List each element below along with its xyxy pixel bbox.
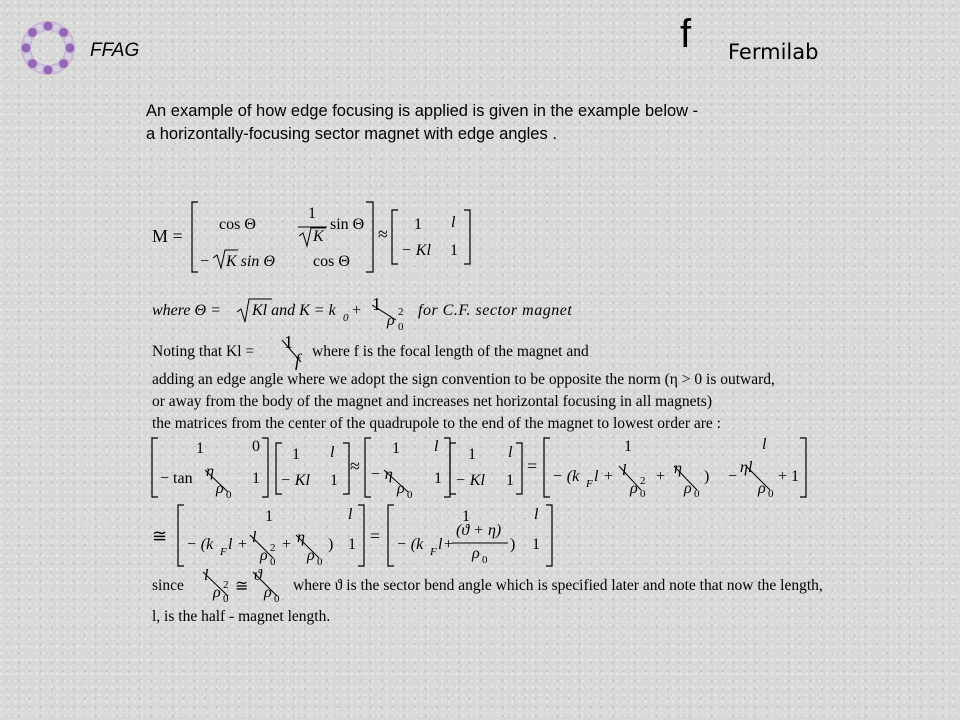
oraway-line: or away from the body of the magnet and increases net horizontal focusing in all magnets) — [152, 393, 712, 410]
m21-K-sin: K sin Θ — [226, 253, 275, 270]
res1-plus-1: + — [604, 468, 614, 485]
fermilab-symbol: f — [680, 12, 692, 56]
noting-one: 1 — [284, 332, 293, 352]
edge1-eta: η — [206, 463, 214, 480]
res1-rho-3: ρ — [758, 480, 766, 497]
res1-eta-l: ηl — [740, 459, 753, 476]
where-rho: ρ — [387, 312, 395, 329]
cong1-eta: η — [297, 529, 305, 546]
cong1-rho-sup: 2 — [270, 542, 276, 554]
since-vartheta: ϑ — [254, 567, 262, 584]
quad2-11: 1 — [468, 446, 476, 463]
intro-line-2: a horizontally-focusing sector magnet with edge angles . — [146, 125, 557, 143]
fermilab-label: Fermilab — [728, 40, 819, 64]
res1-l: l — [594, 468, 599, 485]
res1-plus-2: + — [656, 468, 666, 485]
noting-part-a: Noting that Kl = — [152, 343, 255, 360]
noting-part-b: where f is the focal length of the magnet and — [312, 343, 589, 360]
since-rho-sub: 0 — [223, 593, 229, 605]
cong1-close: ) — [328, 536, 334, 553]
res1-rho-sup: 2 — [640, 475, 646, 487]
cong2-F-sub: F — [430, 546, 437, 558]
res1-minus: − — [728, 468, 738, 485]
since-l: l — [204, 567, 209, 584]
approx-sign-2: ≈ — [350, 456, 360, 476]
where-one: 1 — [372, 294, 381, 314]
quad2-22: 1 — [506, 472, 514, 489]
res1-close: ) — [704, 468, 710, 485]
t11-one: 1 — [414, 216, 422, 233]
edge2-rho-sub: 0 — [407, 489, 413, 501]
cong1-rho-sub: 0 — [270, 556, 276, 568]
equals-sign-2: = — [370, 526, 381, 546]
quad1-11: 1 — [292, 446, 300, 463]
res1-F-sub: F — [586, 478, 593, 490]
where-rho-sub: 0 — [398, 321, 404, 333]
noting-f: f — [295, 350, 301, 370]
where-plus: + — [352, 302, 362, 319]
since-word: since — [152, 577, 184, 594]
where-part-b: Kl and K = k — [252, 302, 336, 319]
m21-minus: − — [200, 253, 210, 270]
m12-sin: sin Θ — [330, 216, 365, 233]
since-tail: where ϑ is the sector bend angle which is specified later and note that now the length, — [293, 577, 823, 594]
cong2-rho-sub: 0 — [482, 554, 488, 566]
res1-12: l — [762, 436, 767, 453]
quad1-12: l — [330, 444, 335, 461]
edge2-12: l — [434, 438, 439, 455]
where-part-a: where Θ = — [152, 302, 221, 319]
cong1-l: l — [228, 536, 233, 553]
cong-sign: ≅ — [152, 526, 168, 546]
cong1-kF: − (k — [186, 536, 214, 553]
edge2-22: 1 — [434, 470, 442, 487]
quad1-22: 1 — [330, 472, 338, 489]
since-cong: ≅ — [235, 578, 249, 595]
res1-rho: ρ — [630, 480, 638, 497]
res1-rho-2: ρ — [684, 480, 692, 497]
where-sub0: 0 — [343, 312, 349, 324]
quad2-21: − Kl — [455, 472, 485, 489]
edge1-22: 1 — [252, 470, 260, 487]
cong2-11: 1 — [462, 508, 470, 525]
edge2-rho: ρ — [397, 480, 405, 497]
intro-line-1: An example of how edge focusing is applied is given in the example below - — [146, 102, 699, 120]
cong2-12: l — [534, 506, 539, 523]
cong1-l-num: l — [252, 529, 257, 546]
res1-rho-2-sub: 0 — [694, 488, 700, 500]
quad1-21: − Kl — [280, 472, 310, 489]
edge2-eta: − η — [370, 466, 393, 483]
res1-plus-one: + 1 — [778, 468, 800, 485]
equals-sign-1: = — [527, 456, 538, 476]
t12-l: l — [451, 214, 456, 231]
where-rho-sup: 2 — [398, 306, 404, 318]
edge2-11: 1 — [392, 440, 400, 457]
res1-eta: η — [674, 460, 682, 477]
m12-den-K: K — [313, 228, 324, 245]
cong1-22: 1 — [348, 536, 356, 553]
adding-line: adding an edge angle where we adopt the sign convention to be opposite the norm (η > 0 is outward, — [152, 371, 775, 388]
edge1-rho: ρ — [216, 480, 224, 497]
cong2-plus: + — [444, 536, 454, 553]
cong1-rho: ρ — [260, 547, 268, 564]
since-rho-sup: 2 — [223, 579, 229, 591]
cong2-theta-eta: (ϑ + η) — [456, 522, 502, 539]
res1-rho-sub: 0 — [640, 488, 646, 500]
cong1-plus: + — [238, 536, 248, 553]
cong2-close: ) — [510, 536, 516, 553]
quad2-12: l — [508, 444, 513, 461]
header-ffag-label: FFAG — [90, 40, 140, 61]
cong1-plus-2: + — [282, 536, 292, 553]
edge1-11: 1 — [196, 440, 204, 457]
cong2-rho: ρ — [472, 545, 480, 562]
last-line: l, is the half - magnet length. — [152, 608, 331, 625]
edge1-12: 0 — [252, 438, 260, 455]
res1-rho-3-sub: 0 — [768, 488, 774, 500]
m12-num: 1 — [308, 205, 316, 222]
matrices-line: the matrices from the center of the quadrupole to the end of the magnet to lowest order are : — [152, 415, 721, 432]
edge1-rho-sub: 0 — [226, 489, 232, 501]
m22-cos: cos Θ — [313, 253, 350, 270]
m-equals: M = — [152, 226, 183, 246]
cong2-22: 1 — [532, 536, 540, 553]
where-tail: for C.F. sector magnet — [418, 302, 573, 319]
approx-sign: ≈ — [378, 224, 388, 244]
cong1-12: l — [348, 506, 353, 523]
res1-l-num: l — [622, 462, 627, 479]
cong2-kF: − (k — [396, 536, 424, 553]
since-rho: ρ — [213, 584, 221, 601]
m11-cos: cos Θ — [219, 216, 256, 233]
t21-minus-Kl: − Kl — [401, 242, 431, 259]
t22-one: 1 — [450, 242, 458, 259]
cong2-l: l — [438, 536, 443, 553]
res1-21-kF: − (k — [552, 468, 580, 485]
since-rho-2: ρ — [264, 584, 272, 601]
res1-11: 1 — [624, 438, 632, 455]
cong1-rho-2-sub: 0 — [317, 556, 323, 568]
since-rho-2-sub: 0 — [274, 593, 280, 605]
cong1-F-sub: F — [220, 546, 227, 558]
cong1-rho-2: ρ — [307, 547, 315, 564]
cong1-11: 1 — [265, 508, 273, 525]
edge1-21-tan: − tan — [160, 470, 193, 487]
